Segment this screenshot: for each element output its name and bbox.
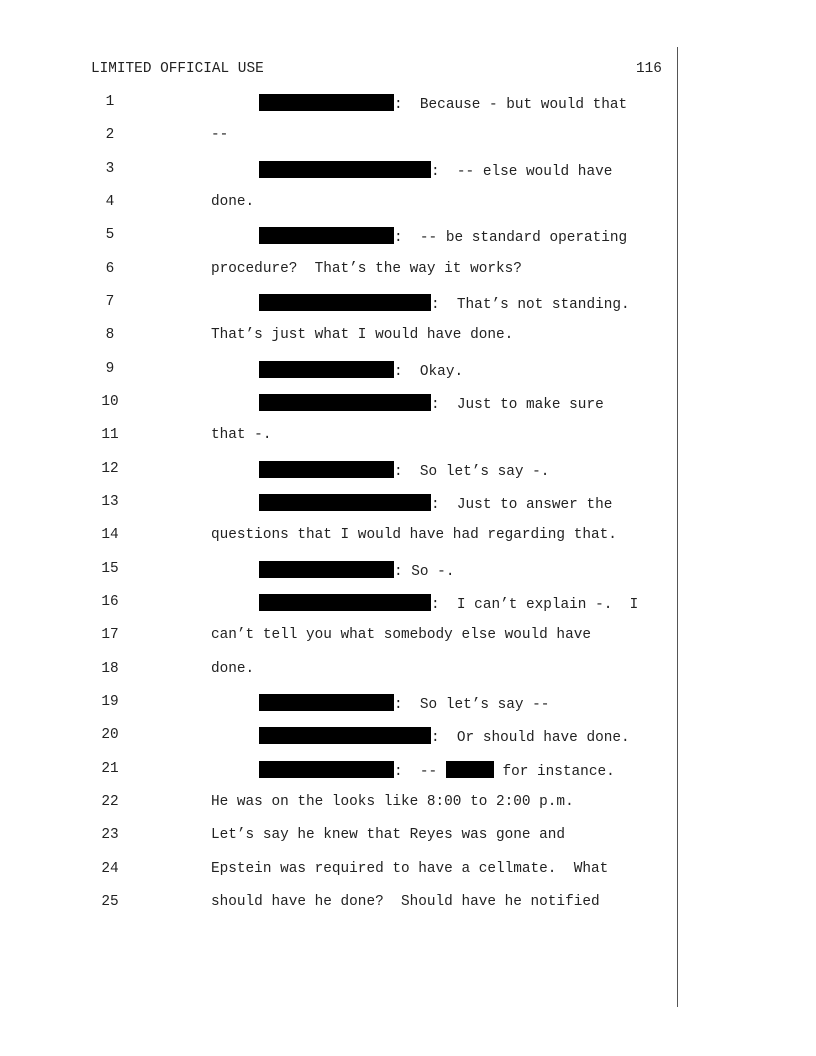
spoken-text: : -- be standard operating xyxy=(394,230,628,247)
speaker-redaction xyxy=(259,594,431,611)
spoken-text: : Just to make sure xyxy=(431,396,604,413)
speaker-redaction xyxy=(259,94,394,111)
transcript-line xyxy=(0,494,677,518)
line-text xyxy=(259,761,615,780)
inline-redaction xyxy=(446,761,494,778)
line-number: 16 xyxy=(101,593,119,610)
transcript-line xyxy=(0,894,677,918)
transcript-line xyxy=(0,761,677,785)
line-number: 15 xyxy=(101,560,119,577)
line-text xyxy=(259,727,630,746)
line-text: that -. xyxy=(211,427,272,444)
transcript-line xyxy=(0,861,677,885)
line-number: 10 xyxy=(101,393,119,410)
transcript-line xyxy=(0,694,677,718)
line-number: 3 xyxy=(105,160,115,177)
line-text: Let’s say he knew that Reyes was gone and xyxy=(211,827,566,844)
spoken-text: for instance. xyxy=(493,763,615,780)
transcript-line xyxy=(0,461,677,485)
speaker-redaction xyxy=(259,361,394,378)
speaker-redaction xyxy=(259,494,431,511)
header-classification: LIMITED OFFICIAL USE xyxy=(91,61,264,77)
transcript-line xyxy=(0,261,677,285)
transcript-line xyxy=(0,94,677,118)
line-text: That’s just what I would have done. xyxy=(211,327,514,344)
line-text: questions that I would have had regarding that. xyxy=(211,527,617,544)
spoken-text: : That’s not standing. xyxy=(431,296,630,313)
right-margin-rule xyxy=(677,47,678,1007)
speaker-redaction xyxy=(259,561,394,578)
line-number: 4 xyxy=(105,193,115,210)
speaker-redaction xyxy=(259,761,394,778)
line-text xyxy=(259,494,612,513)
speaker-redaction xyxy=(259,294,431,311)
speaker-redaction xyxy=(259,394,431,411)
line-number: 2 xyxy=(105,127,115,144)
transcript-line xyxy=(0,394,677,418)
line-text xyxy=(259,294,630,313)
spoken-text: : -- xyxy=(394,763,446,780)
transcript-line xyxy=(0,127,677,151)
line-number: 19 xyxy=(101,693,119,710)
transcript-line xyxy=(0,227,677,251)
line-number: 11 xyxy=(101,427,119,444)
line-number: 5 xyxy=(105,227,115,244)
spoken-text: : Just to answer the xyxy=(431,496,613,513)
line-text xyxy=(259,394,604,413)
transcript-line xyxy=(0,427,677,451)
spoken-text: : So let’s say -- xyxy=(394,696,550,713)
transcript-line xyxy=(0,527,677,551)
transcript-line xyxy=(0,161,677,185)
line-text: done. xyxy=(211,193,255,210)
line-text xyxy=(259,594,638,613)
line-text xyxy=(259,361,463,380)
spoken-text: : I can’t explain -. I xyxy=(431,596,639,613)
spoken-text: : Okay. xyxy=(394,363,464,380)
spoken-text: : -- else would have xyxy=(431,163,613,180)
line-number: 13 xyxy=(101,493,119,510)
line-text: -- xyxy=(211,127,229,144)
line-number: 22 xyxy=(101,793,119,810)
transcript-line xyxy=(0,727,677,751)
line-text: done. xyxy=(211,660,255,677)
line-text xyxy=(259,461,549,480)
line-number: 9 xyxy=(105,360,115,377)
line-number: 6 xyxy=(105,260,115,277)
transcript-line xyxy=(0,661,677,685)
line-text xyxy=(259,561,454,580)
line-number: 24 xyxy=(101,860,119,877)
line-text xyxy=(259,694,549,713)
spoken-text: : Or should have done. xyxy=(431,730,630,747)
line-text xyxy=(259,227,627,246)
page-number: 116 xyxy=(636,61,662,77)
line-number: 23 xyxy=(101,827,119,844)
transcript-line xyxy=(0,794,677,818)
transcript-line xyxy=(0,361,677,385)
line-number: 8 xyxy=(105,327,115,344)
speaker-redaction xyxy=(259,227,394,244)
line-number: 18 xyxy=(101,660,119,677)
speaker-redaction xyxy=(259,727,431,744)
line-number: 20 xyxy=(101,727,119,744)
line-number: 12 xyxy=(101,460,119,477)
speaker-redaction xyxy=(259,694,394,711)
spoken-text: : So let’s say -. xyxy=(394,463,550,480)
line-number: 17 xyxy=(101,627,119,644)
transcript-line xyxy=(0,327,677,351)
speaker-redaction xyxy=(259,161,431,178)
transcript-line xyxy=(0,561,677,585)
line-text: procedure? That’s the way it works? xyxy=(211,260,522,277)
line-text: should have he done? Should have he notified xyxy=(211,893,600,910)
spoken-text: : So -. xyxy=(394,563,455,580)
speaker-redaction xyxy=(259,461,394,478)
spoken-text: : Because - but would that xyxy=(394,97,628,113)
line-text: He was on the looks like 8:00 to 2:00 p.m. xyxy=(211,793,574,810)
transcript-line xyxy=(0,594,677,618)
transcript-line xyxy=(0,294,677,318)
line-number: 7 xyxy=(105,293,115,310)
line-text xyxy=(259,161,612,180)
line-number: 25 xyxy=(101,893,119,910)
transcript-line xyxy=(0,194,677,218)
line-text xyxy=(259,94,627,113)
transcript-line xyxy=(0,827,677,851)
line-number: 1 xyxy=(105,94,115,110)
line-text: can’t tell you what somebody else would have xyxy=(211,627,591,644)
transcript-line xyxy=(0,627,677,651)
line-number: 14 xyxy=(101,527,119,544)
line-text: Epstein was required to have a cellmate. What xyxy=(211,860,609,877)
line-number: 21 xyxy=(101,760,119,777)
